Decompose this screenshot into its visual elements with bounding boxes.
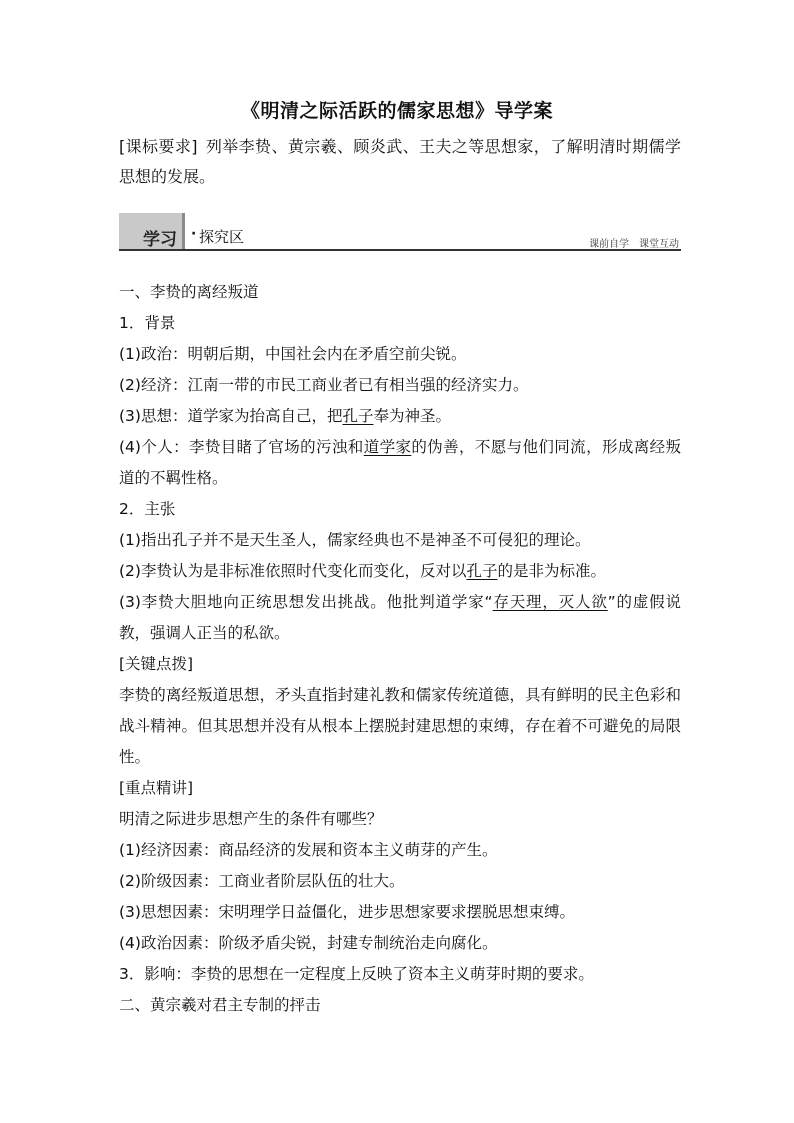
document-title: 《明清之际活跃的儒家思想》导学案 — [240, 100, 553, 122]
curriculum-requirement — [119, 132, 681, 192]
focus-item-4: (4)政治因素：阶级矛盾尖锐，封建专制统治走向腐化。 — [119, 934, 498, 952]
background-item-1: (1)政治：明朝后期，中国社会内在矛盾空前尖锐。 — [119, 345, 467, 363]
section-heading-1: 一、李贽的离经叛道 — [119, 283, 259, 301]
claim-item-1: (1)指出孔子并不是天生圣人，儒家经典也不是神圣不可侵犯的理论。 — [119, 531, 591, 549]
focus-question: 明清之际进步思想产生的条件有哪些？ — [119, 810, 383, 828]
key-point-label: [关键点拨] — [119, 655, 194, 673]
banner-sub-label: 探究区 — [199, 228, 245, 246]
claims-heading: 2．主张 — [119, 500, 176, 518]
background-heading: 1．背景 — [119, 314, 176, 332]
focus-item-3: (3)思想因素：宋明理学日益僵化，进步思想家要求摆脱思想束缚。 — [119, 903, 575, 921]
focus-item-1: (1)经济因素：商品经济的发展和资本主义萌芽的产生。 — [119, 841, 498, 859]
banner-dot: · — [191, 226, 197, 242]
claim-item-2: (2)李贽认为是非标准依照时代变化而变化，反对以孔子的是非为标准。 — [119, 562, 606, 580]
background-item-3: (3)思想：道学家为抬高自己，把孔子奉为神圣。 — [119, 407, 451, 425]
background-item-4: (4)个人：李贽目睹了官场的污浊和道学家的伪善，不愿与他们同流，形成离经叛道的不羁性格。 — [119, 438, 681, 487]
requirement-label: [课标要求] — [119, 137, 198, 156]
underlined-term: 道学家 — [363, 438, 412, 456]
background-item-2: (2)经济：江南一带的市民工商业者已有相当强的经济实力。 — [119, 376, 529, 394]
section-banner — [119, 213, 681, 251]
banner-right-label-self-study: 课前自学 — [589, 239, 629, 250]
banner-right-labels — [589, 235, 679, 250]
banner-main-label: 学习 — [143, 230, 177, 250]
body-content — [119, 277, 681, 1021]
underlined-term: 存天理，灭人欲 — [492, 593, 608, 611]
key-point-text: 李贽的离经叛道思想，矛头直指封建礼教和儒家传统道德，具有鲜明的民主色彩和战斗精神。但其思想并没有从根本上摆脱封建思想的束缚，存在着不可避免的局限性。 — [119, 686, 681, 766]
underlined-term: 孔子 — [342, 407, 374, 425]
focus-item-2: (2)阶级因素：工商业者阶层队伍的壮大。 — [119, 872, 405, 890]
underlined-term: 孔子 — [466, 562, 498, 580]
requirement-text: 列举李贽、黄宗羲、顾炎武、王夫之等思想家，了解明清时期儒学思想的发展。 — [119, 137, 681, 186]
claim-item-3: (3)李贽大胆地向正统思想发出挑战。他批判道学家“存天理，灭人欲”的虚假说教，强调人正当的私欲。 — [119, 593, 681, 642]
banner-rule — [119, 249, 681, 251]
focus-label: [重点精讲] — [119, 779, 194, 797]
influence-item: 3．影响：李贽的思想在一定程度上反映了资本主义萌芽时期的要求。 — [119, 965, 594, 983]
section-heading-2: 二、黄宗羲对君主专制的抨击 — [119, 996, 321, 1014]
banner-right-label-interaction: 课堂互动 — [639, 239, 679, 250]
